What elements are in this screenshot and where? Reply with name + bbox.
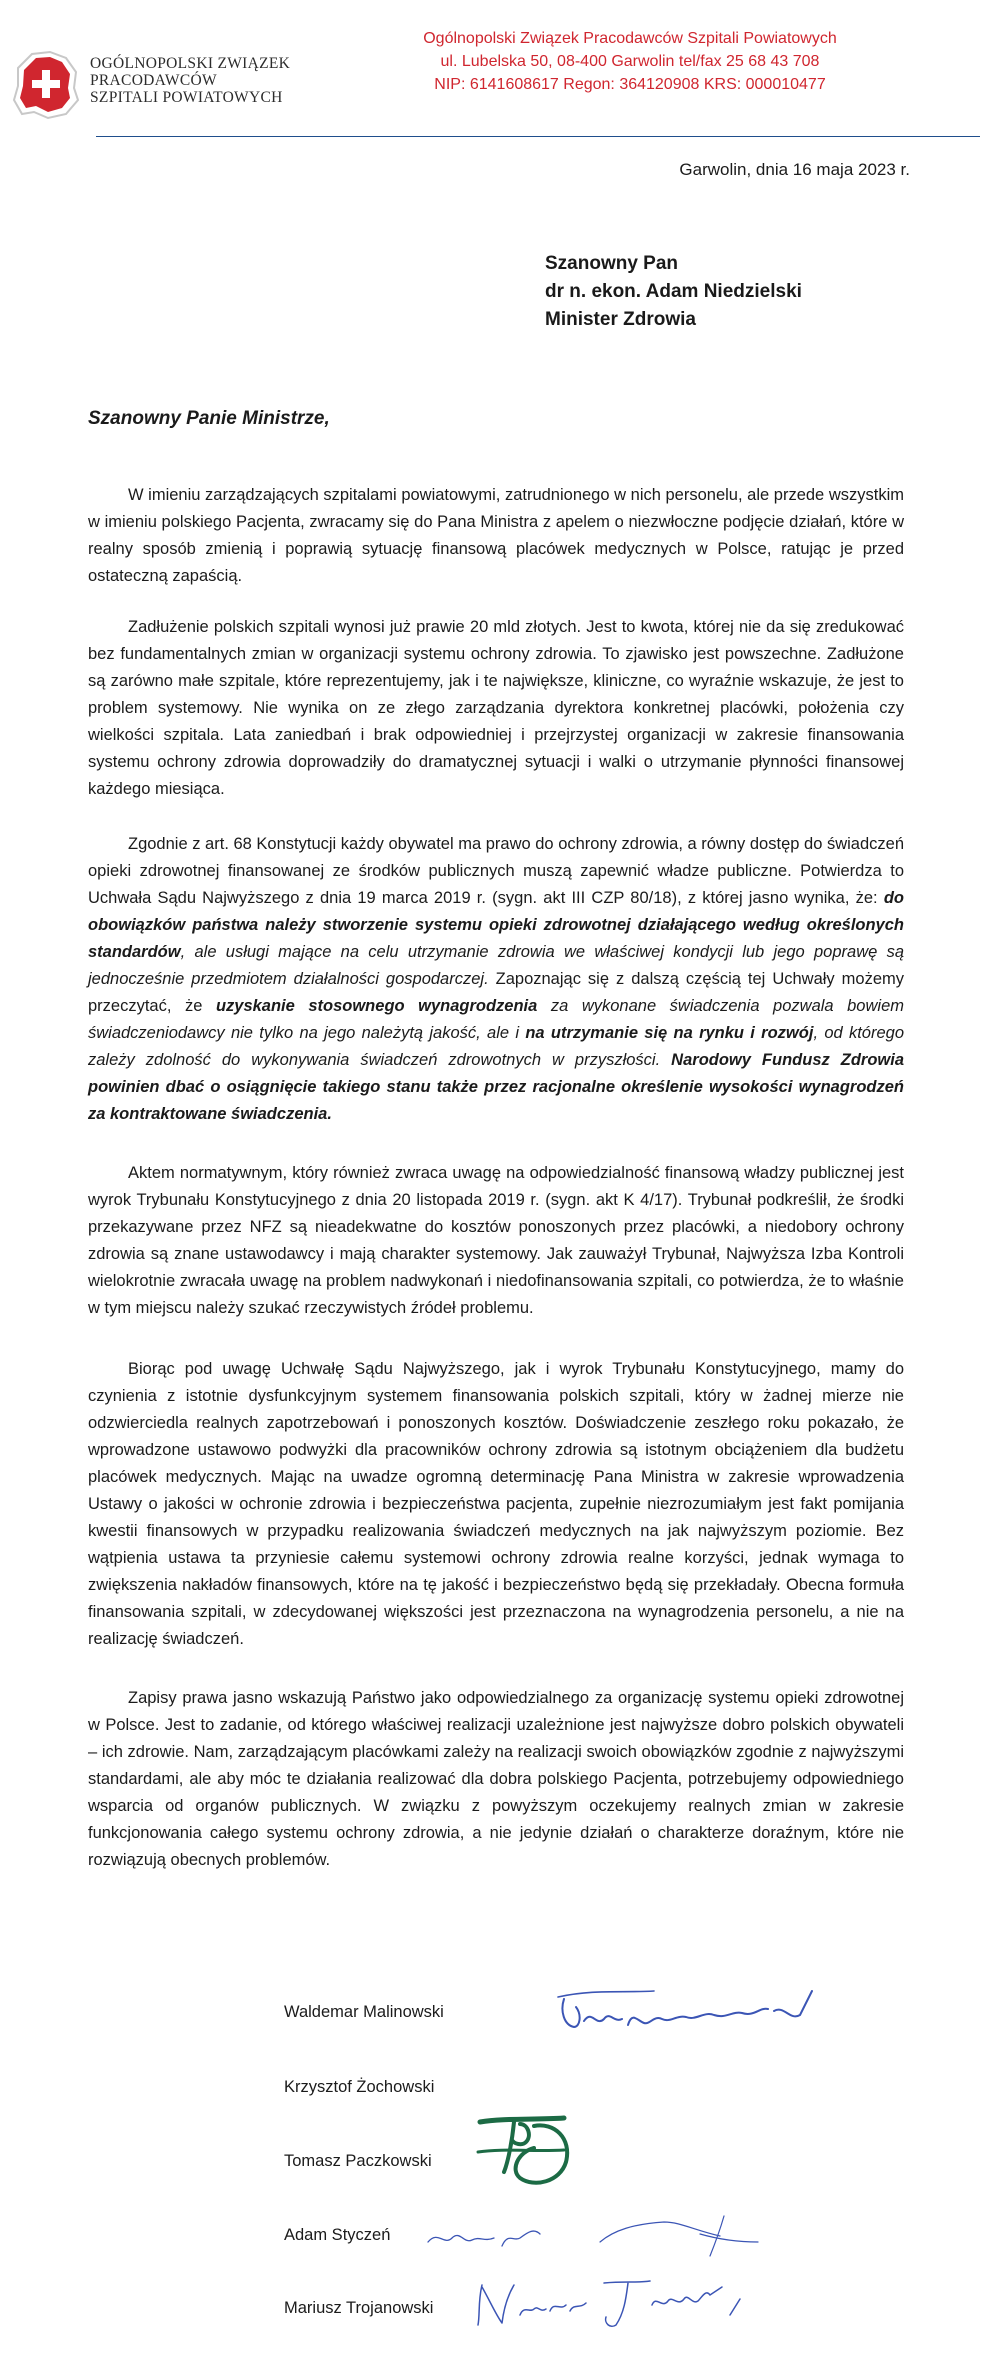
signatory-name: Waldemar Malinowski <box>284 2003 444 2021</box>
handwritten-signature <box>424 2212 764 2260</box>
signatory-row <box>284 2152 784 2192</box>
letter-body <box>88 482 904 1898</box>
emphasis-run: na utrzymanie się na rynku i rozwój <box>525 1024 814 1042</box>
logo-line: OGÓLNOPOLSKI ZWIĄZEK <box>90 55 291 72</box>
emphasis-run: do obowiązków państwa należy stworzenie systemu opieki zdrowotnej działającego według określonych standardów <box>88 889 904 961</box>
signatory-name: Krzysztof Żochowski <box>284 2078 435 2096</box>
logo-line: PRACODAWCÓW <box>90 72 217 89</box>
handwritten-signature <box>474 2112 594 2192</box>
paragraph-conclusion: Zapisy prawa jasno wskazują Państwo jako odpowiedzialnego za organizację systemu opieki zdrowotnej w Polsce. Jest to zadanie, od którego właściwej realizacji uzależnione jest najwyższe dobro polskich obywateli – ich zdrowie. Nam, zarządzającym placówkami zależy na realizacji swoich obowiązków zgodnie z najwyższymi standardami, ale aby móc te działania realizować dla dobra polskiego Pacjenta, potrzebujemy odpowiedniego wsparcia od organów publicznych. W związku z powyższym oczekujemy realnych zmian w zakresie funkcjonowania całego systemu ochrony zdrowia, a nie jedynie działań o charakterze doraźnym, które nie rozwiązują obecnych problemów. <box>88 1689 904 1869</box>
handwritten-signature <box>474 2275 744 2331</box>
handwritten-signature <box>554 1981 844 2041</box>
letter-date: Garwolin, dnia 16 maja 2023 r. <box>679 160 910 179</box>
paragraph-financing: Biorąc pod uwagę Uchwałę Sądu Najwyższego, jak i wyrok Trybunału Konstytucyjnego, mamy do czynienia z istotnie dysfunkcyjnym systemem finansowania polskich szpitali, który w żadnej mierze nie odzwierciedla realnych zapotrzebowań i ponoszonych kosztów. Doświadczenie zeszłego roku pokazało, że wprowadzone ustawowo podwyżki dla pracowników ochrony zdrowia są istotnym obciążeniem dla budżetu placówek medycznych. Mając na uwadze ogromną determinację Pana Ministra w zakresie wprowadzenia Ustawy o jakości w ochronie zdrowia i bezpieczeństwa pacjenta, zupełnie niezrozumiałym jest fakt pomijania kwestii finansowych w przypadku realizowania świadczeń medycznych na jak najwyższym poziomie. Bez wątpienia ustawa ta przyniesie całemu systemowi ochrony zdrowia realne korzyści, jednak wymaga to zwiększenia nakładów finansowych, które na tę jakość i bezpieczeństwo będą się przekładały. Obecna formuła finansowania szpitali, w zdecydowanej większości jest przeznaczona na wynagrodzenia personelu, a nie na realizację świadczeń. <box>88 1360 904 1648</box>
signatory-row <box>284 2003 784 2043</box>
letterhead <box>0 0 1000 140</box>
recipient-name: dr n. ekon. Adam Niedzielski <box>545 281 802 302</box>
contact-org-name: Ogólnopolski Związek Pracodawców Szpitali Powiatowych <box>423 30 837 47</box>
signatory-name: Mariusz Trojanowski <box>284 2299 434 2317</box>
recipient-line: Szanowny Pan <box>545 253 679 274</box>
contact-registry: NIP: 6141608617 Regon: 364120908 KRS: 000010477 <box>434 76 826 93</box>
emphasis-run: Narodowy Fundusz Zdrowia powinien dbać o osiągnięcie takiego stanu także przez racjonalne określenie wysokości wynagrodzeń za kontraktowane świadczenia. <box>88 1051 905 1123</box>
logo-line: SZPITALI POWIATOWYCH <box>90 89 283 106</box>
text-run: Zapoznając się z dalszą częścią tej Uchwały możemy przeczytać, że <box>88 970 904 1015</box>
paragraph-tribunal: Aktem normatywnym, który również zwraca uwagę na odpowiedzialność finansową władzy publicznej jest wyrok Trybunału Konstytucyjnego z dnia 20 listopada 2019 r. (sygn. akt K 4/17). Trybunał podkreślił, że środki przekazywane przez NFZ są nieadekwatne do kosztów ponoszonych przez placówki, a niedobory ochrony zdrowia są znane ustawodawcy i mają charakter systemowy. Jak zauważył Trybunał, Najwyższa Izba Kontroli wielokrotnie zwracała uwagę na problem nadwykonań i niedofinansowania szpitali, co potwierdza, że to właśnie w tym miejscu należy szukać rzeczywistych źródeł problemu. <box>88 1164 904 1317</box>
text-run: Zgodnie z art. 68 Konstytucji każdy obywatel ma prawo do ochrony zdrowia, a równy dostęp do świadczeń opieki zdrowotnej finansowanej ze środków publicznych muszą zapewnić władze publiczne. Potwierdza to Uchwała Sądu Najwyższego z dnia 19 marca 2019 r. (sygn. akt III CZP 80/18), z której jasno wynika, że: <box>88 835 904 907</box>
signatory-name: Adam Styczeń <box>284 2226 391 2244</box>
header-divider <box>96 136 980 137</box>
emphasis-run: uzyskanie stosownego wynagrodzenia <box>215 997 538 1015</box>
recipient-block <box>545 250 802 334</box>
paragraph-constitution <box>88 831 904 1128</box>
logo-wordmark <box>90 55 290 106</box>
contact-block <box>420 27 840 96</box>
italic-run: , od którego zależy zdolność do wykonywania świadczeń zdrowotnych w przyszłości. <box>88 1024 905 1069</box>
contact-address: ul. Lubelska 50, 08-400 Garwolin tel/fax 25 68 43 708 <box>440 53 820 70</box>
signatory-row <box>284 2299 784 2339</box>
salutation: Szanowny Panie Ministrze, <box>88 408 330 429</box>
recipient-title: Minister Zdrowia <box>545 309 696 330</box>
italic-run: , ale usługi mające na celu utrzymanie zdrowia we właściwej kondycji lub jego poprawę są jednocześnie przedmiotem działalności gospodarczej. <box>88 943 904 988</box>
paragraph-appeal: W imieniu zarządzających szpitalami powiatowymi, zatrudnionego w nich personelu, ale przede wszystkim w imieniu polskiego Pacjenta, zwracamy się do Pana Ministra z apelem o niezwłoczne podjęcie działań, które w realny sposób zmienią i poprawią sytuację finansową placówek medycznych w Polsce, ratując je przed ostateczną zapaścią. <box>88 486 904 585</box>
signatory-row <box>284 2226 784 2266</box>
paragraph-debt: Zadłużenie polskich szpitali wynosi już prawie 20 mld złotych. Jest to kwota, której nie da się zredukować bez fundamentalnych zmian w organizacji systemu ochrony zdrowia. To zjawisko jest powszechne. Zadłużone są zarówno małe szpitale, które reprezentujemy, jak i te największe, kliniczne, co wyraźnie wskazuje, że jest to problem systemowy. Nie wynika on ze złego zarządzania dyrektora konkretnej placówki, położenia czy wielkości szpitala. Lata zaniedbań i brak odpowiedniej i przejrzystej organizacji w zakresie finansowania systemu ochrony zdrowia doprowadziły do dramatycznej sytuacji i walki o utrzymanie płynności finansowej każdego miesiąca. <box>88 618 904 798</box>
organization-logo <box>10 48 80 120</box>
italic-run: za wykonane świadczenia pozwala bowiem świadczeniodawcy nie tylko na jego należytą jakość, ale i <box>88 997 904 1042</box>
signatory-name: Tomasz Paczkowski <box>284 2152 432 2170</box>
